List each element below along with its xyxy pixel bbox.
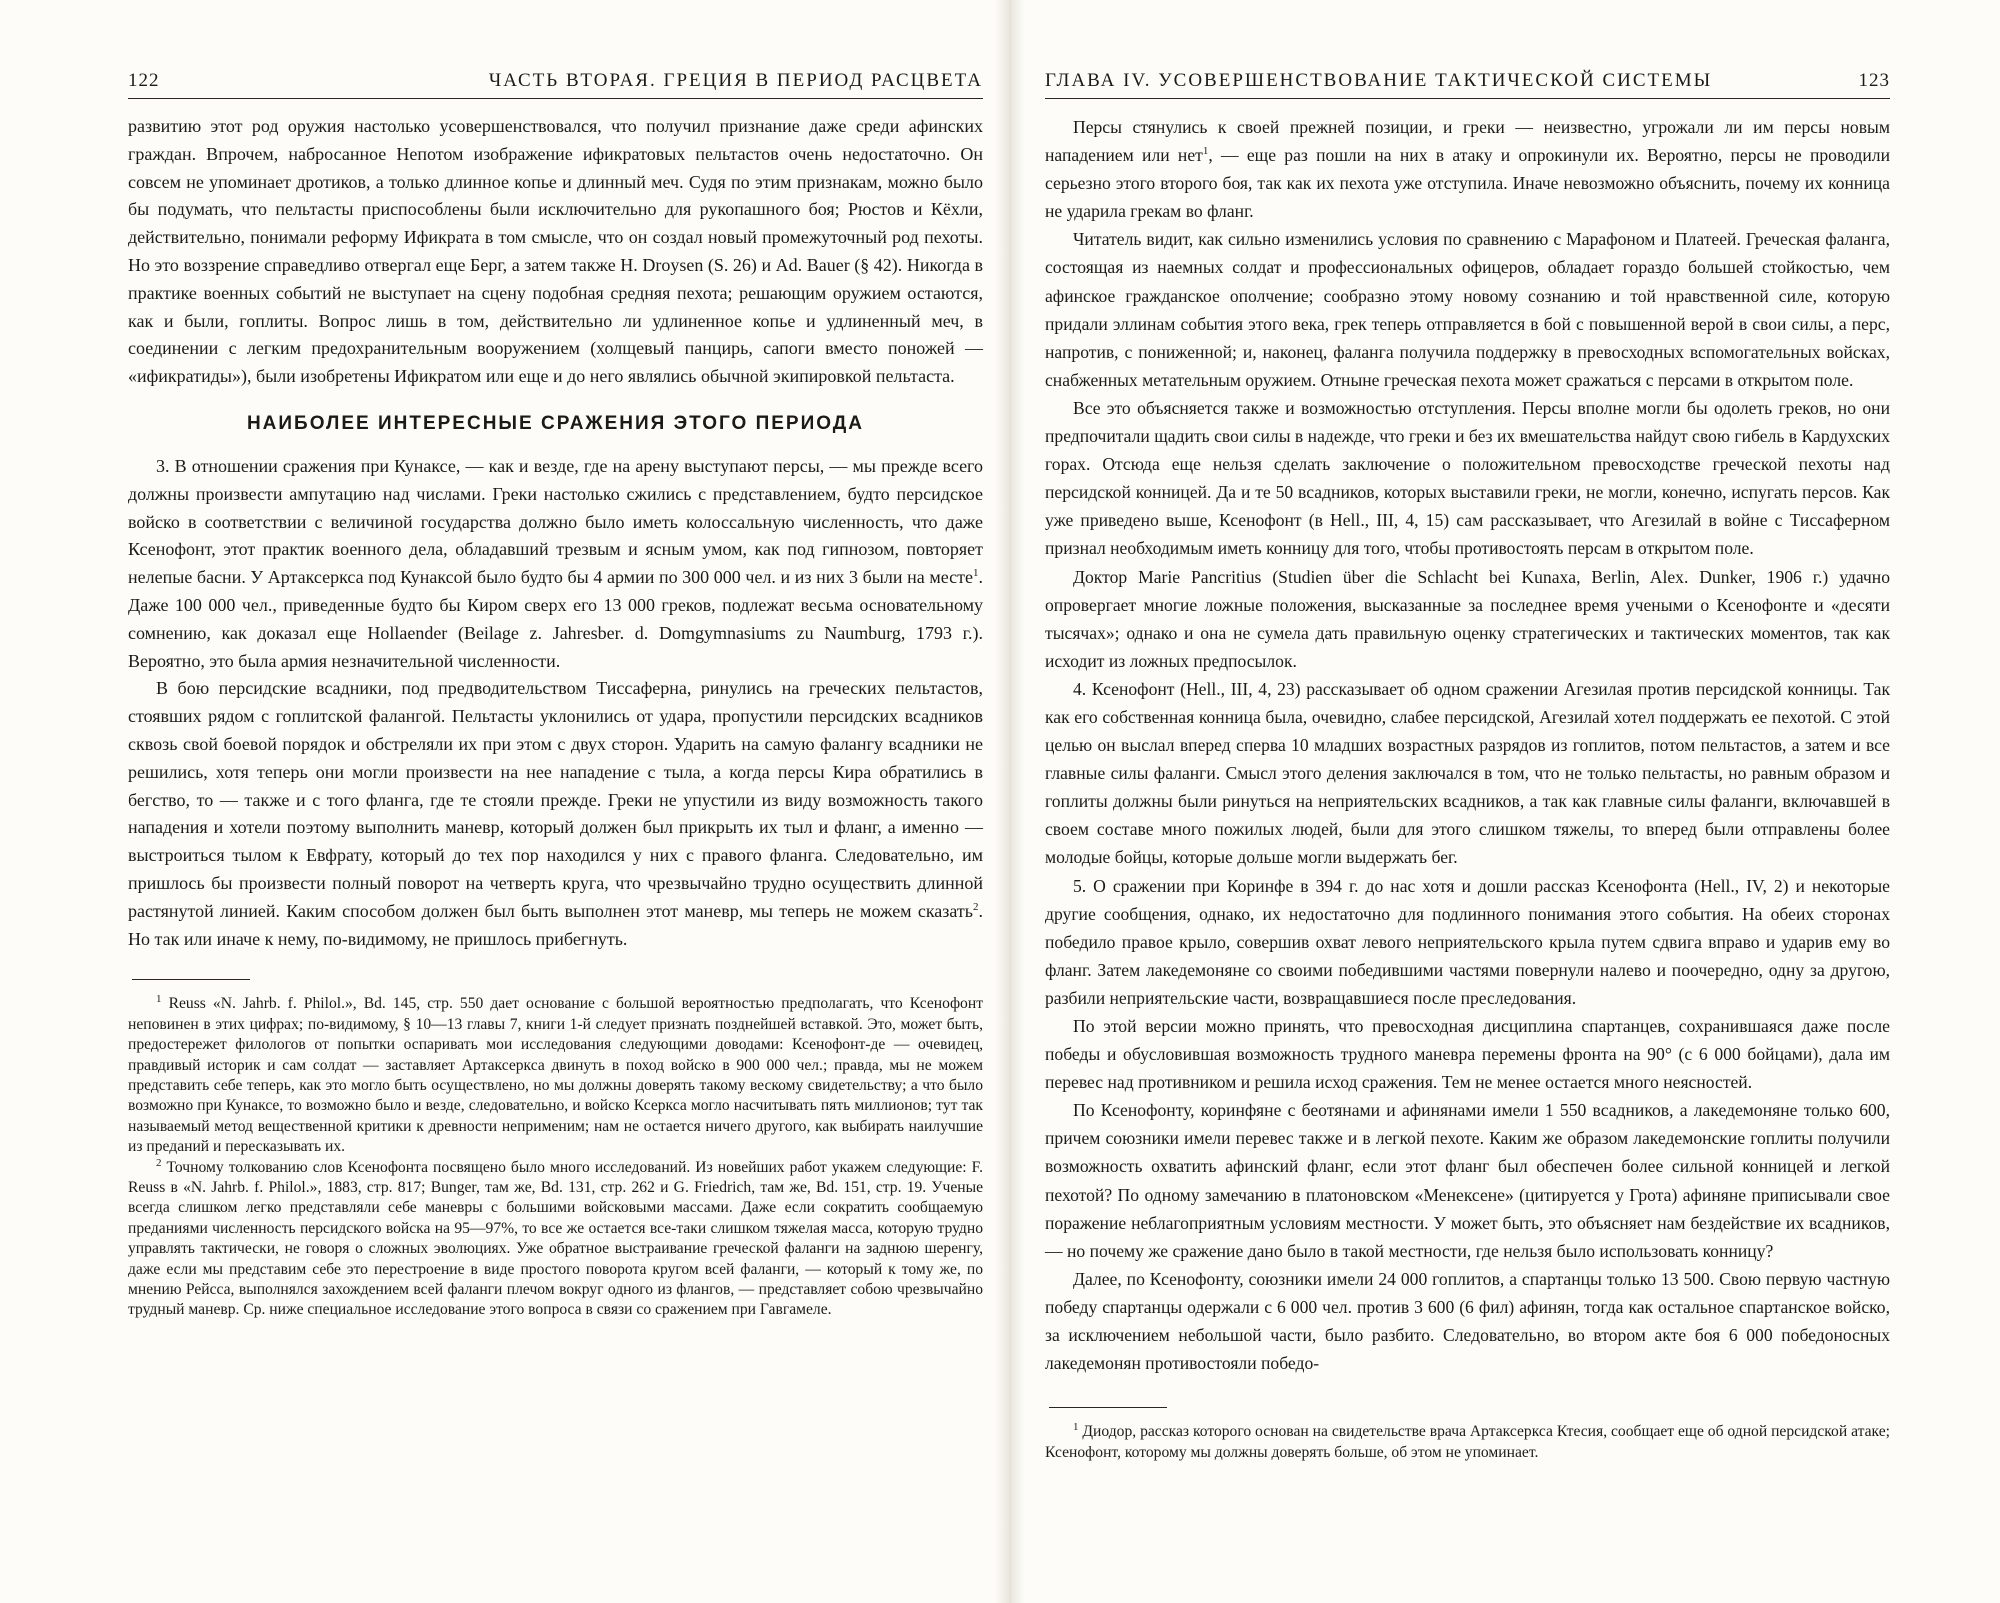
footnote: $^1$ Диодор, рассказ которого основан на свидетельстве врача Артаксеркса Ктесия, сообщает еще об одной персидской атаке; Ксенофонт, которому мы должны доверять больше, об этом не упоминает.	[1045, 1421, 1890, 1461]
footnote-mark: 2	[156, 1156, 162, 1169]
paragraph: Персы стянулись к своей прежней позиции, и греки — неизвестно, угрожали ли им персы новым нападением или нет$^1$, — еще раз пошли на них в атаку и опрокинули их. Вероятно, персы не проводили серьезно этого второго боя, так как их пехота уже отступила. Иначе невозможно объяснить, почему их конница не ударила грекам во фланг.	[1045, 117, 1890, 222]
paragraph: развитию этот род оружия настолько усовершенствовался, что получил признание даже среди афинских граждан. Впрочем, набросанное Непотом изображение ификратовых пельтастов очень недостаточно. Он совсем не упоминает дротиков, а только длинное копье и длинный меч. Судя по этим признакам, можно было бы подумать, что пельтасты приспособлены были исключительно для рукопашного боя; Рюстов и Кёхли, действительно, понимали реформу Ификрата в том смысле, что он создал новый промежуточный род пехоты. Но это воззрение справедливо отвергал еще Берг, а затем также H. Droysen (S. 26) и Ad. Bauer (§ 42). Никогда в практике военных событий не выступает на сцену подобная средняя пехота; решающим оружием остаются, как и были, гоплиты. Вопрос лишь в том, действительно ли удлиненное копье и удлиненный меч, в соединении с легким предохранительным вооружением (холщевый панцирь, сапоги вместо поножей — «ификратиды»), были изобретены Ификратом или еще и до него являлись обычной экипировкой пельтаста.	[128, 116, 983, 387]
right-running-title: ГЛАВА IV. УСОВЕРШЕНСТВОВАНИЕ ТАКТИЧЕСКОЙ СИСТЕМЫ	[1045, 70, 1713, 91]
right-footnotes	[1045, 1422, 1890, 1463]
left-page-number: 122	[128, 70, 160, 91]
right-body-text	[1045, 113, 1890, 1377]
paragraph: По Ксенофонту, коринфяне с беотянами и афинянами имели 1 550 всадников, а лакедемоняне только 600, причем союзники имели перевес также и в легкой пехоте. Каким же образом лакедемонские гоплиты получили возможность охватить афинский фланг, если этот фланг был обеспечен более сильной конницей и легкой пехотой? По одному замечанию в платоновском «Менексене» (цитируется у Грота) афиняне приписывали свое поражение неблагоприятным условиям местности. У может быть, это объясняет нам бездействие их всадников, — но почему же сражение дано было в такой местности, где нельзя было использовать конницу?	[1045, 1100, 1890, 1261]
book-gutter	[995, 0, 1025, 1603]
paragraph: Читатель видит, как сильно изменились условия по сравнению с Марафоном и Платеей. Греческая фаланга, состоящая из наемных солдат и профессиональных офицеров, обладает гораздо большей стойкостью, чем афинское гражданское ополчение; сообразно этому новому сознанию и той нравственной силе, которую придали эллинам события этого века, грек теперь отправляется в бой с повышенной верой в свои силы, а перс, напротив, с пониженной; и, наконец, фаланга получила поддержку в превосходных вспомогательных войсках, снабженных метательным оружием. Отныне греческая пехота может сражаться с персами в открытом поле.	[1045, 229, 1890, 390]
left-page	[128, 70, 983, 1543]
left-running-head	[128, 70, 983, 99]
left-running-title: ЧАСТЬ ВТОРАЯ. ГРЕЦИЯ В ПЕРИОД РАСЦВЕТА	[488, 70, 983, 91]
footnote: $^1$ Reuss «N. Jahrb. f. Philol.», Bd. 145, стр. 550 дает основание с большой вероятностью предполагать, что Ксенофонт неповинен в этих цифрах; по-видимому, § 10—13 главы 7, книги 1-й следует признать позднейшей вставкой. Это, может быть, предостережет филологов от попытки оспаривать мои исследования следующими доводами: Ксенофонт-де — очевидец, правдивый историк и сам солдат — заставляет Артаксеркса двинуть в поход войско в 900 000 чел.; правда, мы не можем представить себе теперь, как это могло быть осуществлено, но мы должны доверять такому вескому свидетельству; а что было возможно при Кунаксе, то возможно было и везде, следовательно, и войско Ксеркса могло насчитывать пять миллионов; тут так называемый метод вещественной критики к древности неприменим; нам не остается ничего другого, как выбирать наилучшие из преданий и пересказывать их.	[128, 993, 984, 1156]
right-page-number: 123	[1858, 70, 1890, 91]
footnote-divider	[132, 979, 250, 980]
footnote-mark: 1	[156, 993, 162, 1006]
left-body-text	[128, 113, 983, 953]
footnote-mark: 1	[1073, 1421, 1079, 1434]
footnote-ref[interactable]: 2	[973, 900, 979, 913]
right-page	[1045, 70, 1890, 1543]
footnote-ref[interactable]: 1	[973, 567, 979, 580]
footnote-ref[interactable]: 1	[1202, 145, 1209, 158]
right-running-head	[1045, 70, 1890, 99]
paragraph: В бою персидские всадники, под предводительством Тиссаферна, ринулись на греческих пельтастов, стоявших рядом с гоплитской фалангой. Пельтасты уклонились от удара, пропустили персидских всадников сквозь свой боевой порядок и обстреляли их при этом с двух сторон. Ударить на самую фалангу всадники не решились, хотя теперь они могли произвести на нее нападение с тыла, а когда персы Кира обратились в бегство, то — также и с того фланга, где те стояли прежде. Греки не упустили из виду возможность такого нападения и хотели поэтому выполнить маневр, который должен был прикрыть их тыл и фланг, а именно — выстроиться тылом к Евфрату, который до тех пор находился у них с правого фланга. Следовательно, им пришлось бы произвести полный поворот на четверть круга, что чрезвычайно трудно осуществить длинной растянутой линией. Каким способом должен был быть выполнен этот маневр, мы теперь не можем сказать$^2$. Но так или иначе к нему, по-видимому, не пришлось прибегнуть.	[128, 678, 983, 949]
paragraph: По этой версии можно принять, что превосходная дисциплина спартанцев, сохранившаяся даже после победы и обусловившая возможность трудного маневра перемены фронта на 90° (с 6 000 бойцами), дала им перевес над противником и решила исход сражения. Тем не менее остается много неясностей.	[1045, 1016, 1890, 1093]
footnote-divider	[1049, 1407, 1167, 1408]
paragraph: Далее, по Ксенофонту, союзники имели 24 000 гоплитов, а спартанцы только 13 500. Свою первую частную победу спартанцы одержали с 6 000 чел. против 3 600 (6 фил) афинян, тогда как остальное спартанское войско, за исключением небольшой части, было разбито. Следовательно, во втором акте боя 6 000 победоносных лакедемонян противостояли победо-	[1045, 1268, 1890, 1374]
paragraph: Все это объясняется также и возможностью отступления. Персы вполне могли бы одолеть греков, но они предпочитали щадить свои силы в надежде, что греки и без их вмешательства найдут свою гибель в Кардухских горах. Отсюда еще нельзя сделать заключение о положительном превосходстве греческой пехоты над персидской конницей. Да и те 50 всадников, которых выставили греки, не могли, конечно, испугать персов. Как уже приведено выше, Ксенофонт (в Hell., III, 4, 15) сам рассказывает, что Агезилай в войне с Тиссаферном признал необходимым иметь конницу для того, чтобы противостоять персам в открытом поле.	[1045, 397, 1890, 559]
paragraph: Доктор Marie Pancritius (Studien über die Schlacht bei Kunaxa, Berlin, Alex. Dunker, 1906 г.) удачно опровергает многие ложные положения, высказанные за последнее время учеными о Ксенофонте и «десяти тысячах»; однако и она не сумела дать правильную оценку стратегических и тактических моментов, так как исходит из ложных предпосылок.	[1045, 566, 1890, 671]
left-footnotes	[128, 994, 983, 1321]
section-heading: НАИБОЛЕЕ ИНТЕРЕСНЫЕ СРАЖЕНИЯ ЭТОГО ПЕРИОДА	[246, 412, 865, 434]
paragraph: 3. В отношении сражения при Кунаксе, — как и везде, где на арену выступают персы, — мы прежде всего должны произвести ампутацию над числами. Греки настолько сжились с представлением, будто персидское войско в соответствии с величиной государства должно было иметь колоссальную численность, что даже Ксенофонт, этот практик военного дела, обладавший трезвым и ясным умом, как под гипнозом, повторяет нелепые басни. У Артаксеркса под Кунаксой было будто бы 4 армии по 300 000 чел. и из них 3 были на месте$^1$. Даже 100 000 чел., приведенные будто бы Киром сверх его 13 000 греков, подлежат весьма основательному сомнению, как доказал еще Hollaender (Beilage z. Jahresber. d. Domgymnasiums zu Naumburg, 1793 г.). Вероятно, это была армия незначительной численности.	[128, 455, 983, 671]
paragraph: 4. Ксенофонт (Hell., III, 4, 23) рассказывает об одном сражении Агезилая против персидской конницы. Так как его собственная конница была, очевидно, слабее персидской, Агезилай хотел поддержать ее пехотой. С этой целью он выслал вперед сперва 10 младших возрастных разрядов из гоплитов, потом пельтастов, а затем и все главные силы фаланги. Смысл этого деления заключался в том, что не только пельтасты, но равным образом и гоплиты должны были ринуться на неприятельских всадников, а так как главные силы фаланги, включавшей в своем составе много пожилых людей, были для этого слишком тяжелы, то вперед были отправлены более молодые бойцы, которые дольше могли выдержать бег.	[1045, 678, 1890, 868]
paragraph: 5. О сражении при Коринфе в 394 г. до нас хотя и дошли рассказ Ксенофонта (Hell., IV, 2) и некоторые другие сообщения, однако, их недостаточно для подлинного понимания этого события. На обеих сторонах победило правое крыло, совершив охват левого неприятельского крыла путем сдвига вправо и ударив ему во фланг. Затем лакедемоняне со своими победившими частями повернули налево и поочередно, одну за другою, разбили неприятельские части, возвращавшиеся после преследования.	[1045, 875, 1890, 1008]
footnote: $^2$ Точному толкованию слов Ксенофонта посвящено было много исследований. Из новейших работ укажем следующие: F. Reuss в «N. Jahrb. f. Philol.», 1883, стр. 817; Bunger, там же, Bd. 131, стр. 262 и G. Friedrich, там же, Bd. 151, стр. 19. Ученые всегда слишком легко представляли себе маневры с большими войсковыми массами. Даже если сократить сообщаемую преданиями численность персидского войска на 95—97%, то все же остается все-таки слишком тяжелая масса, которую трудно управлять тактически, не говоря о сложных эволюциях. Уже обратное выстраивание греческой фаланги на заднюю шеренгу, даже если мы представим себе это перестроение в виде простого поворота кругом всей фаланги, — который к тому же, по мнению Рейсса, выполнялся захождением всей фаланги плечом вокруг одного из флангов, — представляет собою чрезвычайно трудный маневр. Ср. ниже специальное исследование этого вопроса в связи со сражением при Гавгамеле.	[128, 1156, 983, 1319]
